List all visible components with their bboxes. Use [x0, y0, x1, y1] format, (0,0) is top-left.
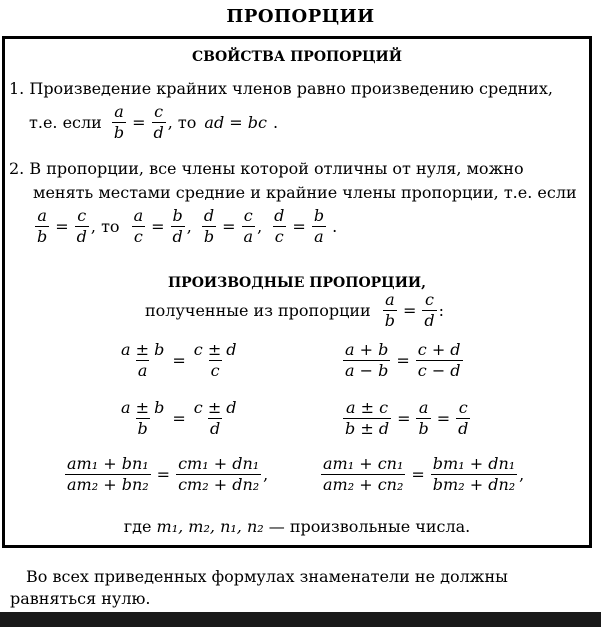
equals-sign: = [132, 113, 146, 133]
fraction [272, 207, 286, 247]
fraction-a-b [112, 103, 126, 143]
denominator: b ± d [345, 419, 390, 439]
denominator: d [424, 311, 435, 331]
numerator: b [313, 206, 325, 225]
numerator: c + d [417, 340, 461, 359]
numerator: am₁ + cn₁ [323, 454, 404, 473]
equals-sign: = [397, 409, 411, 429]
denominator: b [384, 311, 395, 331]
where-note: где m₁, m₂, n₁, n₂ — произвольные числа. [123, 517, 471, 536]
fraction [383, 291, 397, 331]
denominator: c [210, 361, 220, 381]
denominator: b [418, 419, 429, 439]
numerator: c [154, 102, 164, 121]
fraction [176, 455, 261, 495]
numerator: d [203, 206, 215, 225]
property-2-formula: $\frac{a}{b}$ = $\frac{c}{d}$ , то $\frac{a}{c}$ = $\frac{b}{d}$ , $\frac{d}{b}$ = $\frac{c}{a}$ , $\frac{d}{c}$ = $\frac{b}{a}$ . [37, 206, 338, 247]
numerator: c [243, 206, 253, 225]
fraction [422, 291, 436, 331]
denominator: b [203, 227, 215, 247]
numerator: c [77, 206, 87, 225]
fraction [321, 455, 405, 495]
equals-sign: = [402, 301, 417, 321]
numerator: c [425, 290, 434, 309]
fraction [35, 207, 49, 247]
bottom-bar [0, 612, 601, 627]
derived-formula-1 [117, 341, 241, 381]
fraction [343, 341, 390, 381]
numerator: a ± b [121, 398, 165, 417]
numerator: bm₁ + dn₁ [432, 454, 516, 473]
equals-sign: = [156, 465, 171, 485]
denominator: am₂ + cn₂ [323, 475, 404, 495]
fraction [312, 207, 326, 247]
derived-formula-2 [341, 341, 465, 381]
result-ad-bc: ad = bc [204, 113, 267, 133]
numerator: a ± b [121, 340, 165, 359]
numerator: cm₁ + dn₁ [178, 454, 260, 473]
denominator: d [76, 227, 87, 247]
fraction [431, 455, 517, 495]
fraction [343, 399, 391, 439]
denominator: a [137, 361, 148, 381]
numerator: c ± d [193, 398, 237, 417]
numerator: b [172, 206, 183, 225]
equals-sign: = [222, 217, 236, 237]
equals-sign: = [411, 465, 425, 485]
fraction-c-d [152, 103, 166, 143]
denominator: b [113, 123, 125, 143]
denominator: d [172, 227, 183, 247]
equals-sign: = [292, 217, 306, 237]
fraction [456, 399, 470, 439]
equals-sign: = [172, 351, 186, 371]
denominator: d [210, 419, 221, 439]
fraction [202, 207, 216, 247]
fraction [242, 207, 256, 247]
te-esli-label: т.е. если [29, 113, 102, 133]
denominator: d [458, 419, 469, 439]
numerator: a [133, 206, 144, 225]
fraction [192, 341, 239, 381]
numerator: a [418, 398, 429, 417]
derived-formula-3 [117, 399, 241, 439]
denominator: c − d [417, 361, 461, 381]
denominator: cm₂ + dn₂ [178, 475, 260, 495]
equals-sign: = [151, 217, 165, 237]
fraction [119, 341, 166, 381]
denominator: c [274, 227, 284, 247]
property-1-statement: Произведение крайних членов равно произведению средних, [29, 79, 553, 98]
derived-formula-6: $\frac{\text{am₁ + cn₁}}{\text{am₂ + cn₂}}$ = $\frac{\text{bm₁ + dn₁}}{\text{bm₂ + dn₂}}$ , [323, 454, 525, 495]
fraction [416, 341, 463, 381]
property-1-text [9, 79, 553, 98]
numerator: a [114, 102, 124, 121]
property-1-formula: т.е. если $\frac{a}{b}$ = $\frac{c}{d}$ , то ad = bc . [29, 102, 279, 143]
page-title: ПРОПОРЦИИ [226, 6, 375, 27]
numerator: c ± d [193, 340, 237, 359]
denominator: a − b [345, 361, 389, 381]
property-2-line2: менять местами средние и крайние члены пропорции, т.е. если [33, 183, 577, 202]
property-2-number: 2. [9, 159, 25, 178]
derived-formula-4 [341, 399, 472, 439]
numerator: am₁ + bn₁ [67, 454, 149, 473]
derived-formula-5: $\frac{\text{am₁ + bn₁}}{\text{am₂ + bn₂}}$ = $\frac{\text{cm₁ + dn₁}}{\text{cm₂ + dn₂}}$ , [67, 454, 269, 495]
fraction [416, 399, 430, 439]
equals-sign: = [436, 409, 451, 429]
denominator: am₂ + bn₂ [67, 475, 149, 495]
properties-heading: СВОЙСТВА ПРОПОРЦИЙ [192, 49, 402, 65]
footer-note: Во всех приведенных формулах знаменатели не должны равняться нулю. [10, 567, 508, 608]
derived-subheading: полученные из пропорции $\frac{a}{b}$ = $\frac{c}{d}$ : [145, 290, 445, 331]
fraction [192, 399, 239, 439]
derived-heading: ПРОИЗВОДНЫЕ ПРОПОРЦИИ, [167, 275, 427, 291]
denominator: b [37, 227, 48, 247]
fraction [171, 207, 185, 247]
numerator: a + b [345, 340, 389, 359]
fraction [65, 455, 151, 495]
numerator: a [37, 206, 47, 225]
denominator: bm₂ + dn₂ [432, 475, 516, 495]
numerator: c [458, 398, 468, 417]
equals-sign: = [172, 409, 186, 429]
fraction [75, 207, 89, 247]
denominator: c [133, 227, 143, 247]
equals-sign: = [55, 217, 69, 237]
numerator: a ± c [345, 398, 389, 417]
denominator: d [153, 123, 164, 143]
formula-box [2, 36, 592, 548]
denominator: a [314, 227, 324, 247]
numerator: a [385, 290, 395, 309]
where-variables: m₁, m₂, n₁, n₂ [156, 517, 264, 536]
equals-sign: = [396, 351, 410, 371]
numerator: d [274, 206, 285, 225]
denominator: b [137, 419, 148, 439]
property-1-number: 1. [9, 79, 25, 98]
fraction [132, 207, 146, 247]
property-2-line1: 2. В пропорции, все члены которой отличны от нуля, можно [9, 159, 524, 178]
fraction [119, 399, 166, 439]
denominator: a [243, 227, 254, 247]
